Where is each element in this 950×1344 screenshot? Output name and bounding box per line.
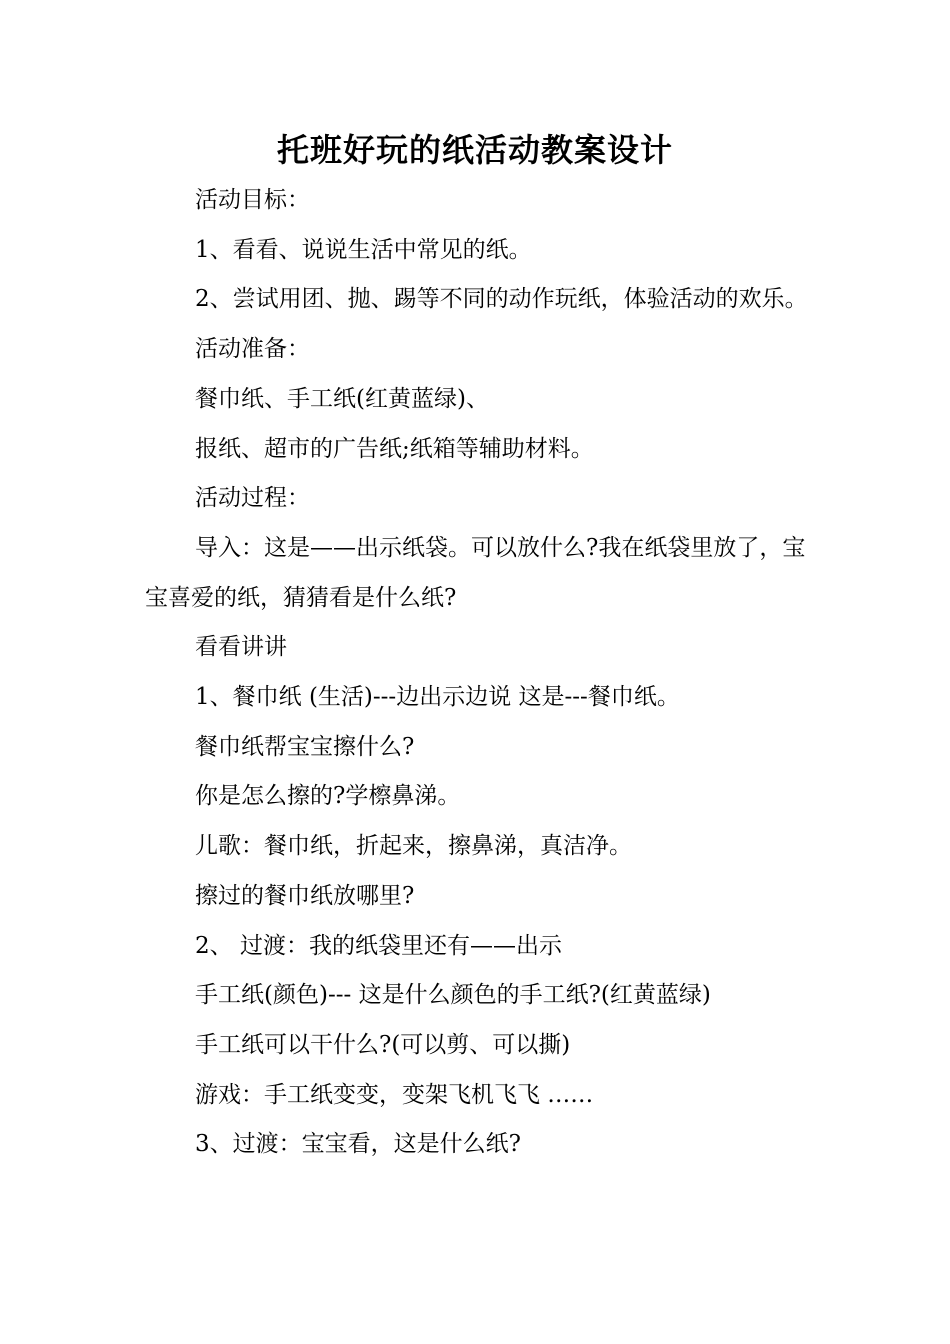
paragraph: 你是怎么擦的?学檫鼻涕。 <box>195 783 461 810</box>
paragraph: 手工纸可以干什么?(可以剪、可以撕) <box>195 1031 571 1058</box>
paragraph: 活动目标： <box>195 187 310 213</box>
document-body <box>145 176 815 1170</box>
paragraph: 游戏：手工纸变变，变架飞机飞飞 …… <box>195 1081 594 1108</box>
paragraph: 擦过的餐巾纸放哪里? <box>195 882 415 909</box>
paragraph: 报纸、超市的广告纸;纸箱等辅助材料。 <box>195 435 594 462</box>
paragraph: 餐巾纸、手工纸(红黄蓝绿)、 <box>195 385 489 412</box>
paragraph: 手工纸(颜色)--- 这是什么颜色的手工纸?(红黄蓝绿) <box>195 982 711 1009</box>
paragraph: 活动准备： <box>195 336 310 363</box>
paragraph: 看看讲讲 <box>195 634 287 661</box>
paragraph: 2、尝试用团、抛、踢等不同的动作玩纸，体验活动的欢乐。 <box>195 286 808 313</box>
paragraph: 导入：这是——出示纸袋。可以放什么?我在纸袋里放了，宝宝喜爱的纸，猜猜看是什么纸? <box>145 534 806 611</box>
paragraph: 儿歌：餐巾纸，折起来，擦鼻涕，真洁净。 <box>195 833 632 860</box>
paragraph: 1、餐巾纸 (生活)---边出示边说 这是---餐巾纸。 <box>195 684 680 711</box>
paragraph: 活动过程： <box>195 485 310 512</box>
paragraph: 2、 过渡：我的纸袋里还有——出示 <box>195 932 562 959</box>
document-title: 托班好玩的纸活动教案设计 <box>276 131 673 169</box>
paragraph: 1、看看、说说生活中常见的纸。 <box>195 236 532 263</box>
paragraph: 餐巾纸帮宝宝擦什么? <box>195 733 415 760</box>
paragraph: 3、过渡：宝宝看，这是什么纸? <box>195 1131 521 1158</box>
